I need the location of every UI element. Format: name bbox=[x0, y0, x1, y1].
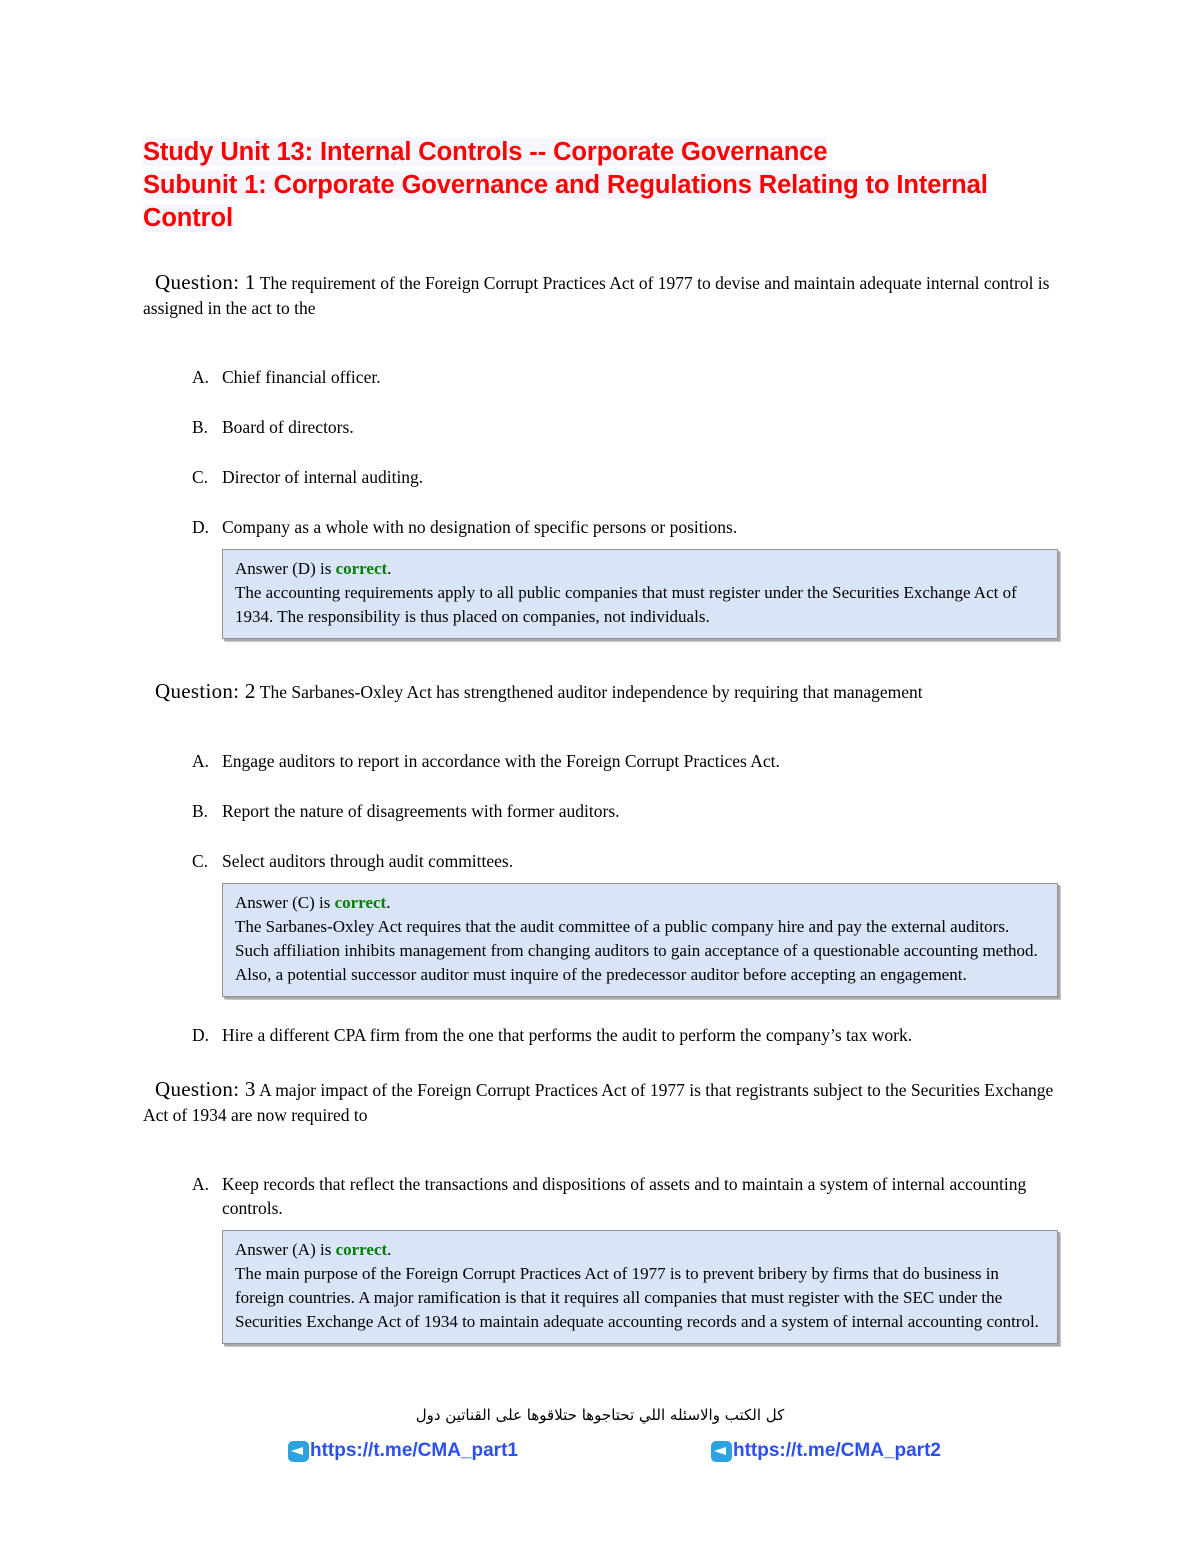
option-letter: A. bbox=[192, 1174, 210, 1194]
answer-explanation-1 bbox=[222, 549, 1058, 639]
option-letter: C. bbox=[192, 851, 209, 871]
answer-suffix: . bbox=[387, 1240, 392, 1259]
telegram-icon bbox=[288, 1441, 309, 1462]
option-text: Hire a different CPA firm from the one that performs the audit to perform the company’s tax work. bbox=[222, 1025, 913, 1045]
question-3-options bbox=[0, 1172, 1200, 1220]
option-1c[interactable] bbox=[0, 465, 1200, 489]
option-text: Chief financial officer. bbox=[222, 367, 381, 387]
answer-prefix: Answer (A) is bbox=[235, 1240, 336, 1259]
answer-suffix: . bbox=[387, 559, 392, 578]
telegram-link-2-label: https://t.me/CMA_part2 bbox=[733, 1440, 941, 1461]
option-2d[interactable] bbox=[0, 1023, 1200, 1047]
page-title bbox=[143, 136, 1063, 235]
question-block-3 bbox=[0, 1077, 1200, 1344]
option-text: Select auditors through audit committees. bbox=[222, 851, 514, 871]
question-1-stem bbox=[0, 270, 1200, 321]
option-2b[interactable] bbox=[0, 799, 1200, 823]
option-text: Report the nature of disagreements with former auditors. bbox=[222, 801, 620, 821]
question-2-options-cont bbox=[0, 1023, 1200, 1047]
question-block-2 bbox=[0, 679, 1200, 1047]
option-letter: C. bbox=[192, 467, 209, 487]
question-1-label: Question: 1 bbox=[155, 270, 256, 294]
question-3-text: A major impact of the Foreign Corrupt Practices Act of 1977 is that registrants subject to the Securities Exchange Act of 1934 are now required to bbox=[143, 1080, 1054, 1125]
answer-explanation-2 bbox=[222, 883, 1058, 997]
answer-verdict: correct bbox=[334, 893, 387, 912]
telegram-icon bbox=[711, 1441, 732, 1462]
option-text: Keep records that reflect the transactions and dispositions of assets and to maintain a system of internal accounting controls. bbox=[222, 1174, 1027, 1218]
option-letter: D. bbox=[192, 1025, 210, 1045]
answer-suffix: . bbox=[386, 893, 391, 912]
footer-links bbox=[0, 1440, 1200, 1474]
page-footer bbox=[0, 1404, 1200, 1474]
option-3a[interactable] bbox=[0, 1172, 1200, 1220]
spacer bbox=[0, 321, 1200, 339]
answer-verdict-line-2 bbox=[235, 891, 1047, 915]
telegram-link-cma-part1[interactable] bbox=[288, 1440, 518, 1462]
answer-verdict-line-1 bbox=[235, 557, 1047, 581]
question-2-text: The Sarbanes-Oxley Act has strengthened auditor independence by requiring that management bbox=[259, 682, 923, 702]
answer-verdict-line-3 bbox=[235, 1238, 1047, 1262]
spacer bbox=[0, 639, 1200, 679]
answer-verdict: correct bbox=[335, 559, 388, 578]
option-text: Company as a whole with no designation of specific persons or positions. bbox=[222, 517, 738, 537]
answer-prefix: Answer (D) is bbox=[235, 559, 336, 578]
option-letter: B. bbox=[192, 801, 209, 821]
option-letter: A. bbox=[192, 367, 210, 387]
answer-verdict: correct bbox=[335, 1240, 388, 1259]
option-letter: B. bbox=[192, 417, 209, 437]
question-1-options bbox=[0, 365, 1200, 539]
option-1d[interactable] bbox=[0, 515, 1200, 539]
answer-explanation-text-2: The Sarbanes-Oxley Act requires that the audit committee of a public company hire and pay the external auditors. Such affiliation inhibits management from changing auditors to gain acceptance of a questionable accounting method. Also, a potential successor auditor must inquire of the predecessor auditor before accepting an engagement. bbox=[235, 917, 1038, 984]
telegram-link-cma-part2[interactable] bbox=[711, 1440, 941, 1462]
option-text: Engage auditors to report in accordance with the Foreign Corrupt Practices Act. bbox=[222, 751, 780, 771]
answer-explanation-text-1: The accounting requirements apply to all public companies that must register under the Securities Exchange Act of 1934. The responsibility is thus placed on companies, not individuals. bbox=[235, 583, 1017, 626]
page-title-line-1: Study Unit 13: Internal Controls -- Corporate Governance bbox=[143, 138, 828, 166]
spacer bbox=[0, 1128, 1200, 1146]
answer-prefix: Answer (C) is bbox=[235, 893, 335, 912]
answer-explanation-text-3: The main purpose of the Foreign Corrupt Practices Act of 1977 is to prevent bribery by firms that do business in foreign countries. A major ramification is that it requires all companies that must register with the SEC under the Securities Exchange Act of 1934 to maintain adequate accounting records and a system of internal accounting control. bbox=[235, 1264, 1039, 1331]
option-text: Director of internal auditing. bbox=[222, 467, 424, 487]
question-1-text: The requirement of the Foreign Corrupt Practices Act of 1977 to devise and maintain adequate internal control is assigned in the act to the bbox=[143, 273, 1050, 318]
option-letter: D. bbox=[192, 517, 210, 537]
option-text: Board of directors. bbox=[222, 417, 354, 437]
question-3-label: Question: 3 bbox=[155, 1077, 256, 1101]
spacer bbox=[0, 1047, 1200, 1077]
answer-explanation-3 bbox=[222, 1230, 1058, 1344]
page-title-line-2: Subunit 1: Corporate Governance and Regulations Relating to Internal Control bbox=[143, 171, 988, 232]
question-3-stem bbox=[0, 1077, 1200, 1128]
question-2-stem bbox=[0, 679, 1200, 705]
option-2a[interactable] bbox=[0, 749, 1200, 773]
spacer bbox=[0, 705, 1200, 723]
question-2-label: Question: 2 bbox=[155, 679, 256, 703]
questions-container bbox=[0, 270, 1200, 1344]
option-letter: A. bbox=[192, 751, 210, 771]
option-1b[interactable] bbox=[0, 415, 1200, 439]
question-2-options bbox=[0, 749, 1200, 873]
option-1a[interactable] bbox=[0, 365, 1200, 389]
footer-arabic-note: كل الكتب والاسئله اللي تحتاجوها حتلاقوها على القناتين دول bbox=[415, 1406, 785, 1424]
question-block-1 bbox=[0, 270, 1200, 639]
telegram-link-1-label: https://t.me/CMA_part1 bbox=[310, 1440, 518, 1461]
option-2c[interactable] bbox=[0, 849, 1200, 873]
